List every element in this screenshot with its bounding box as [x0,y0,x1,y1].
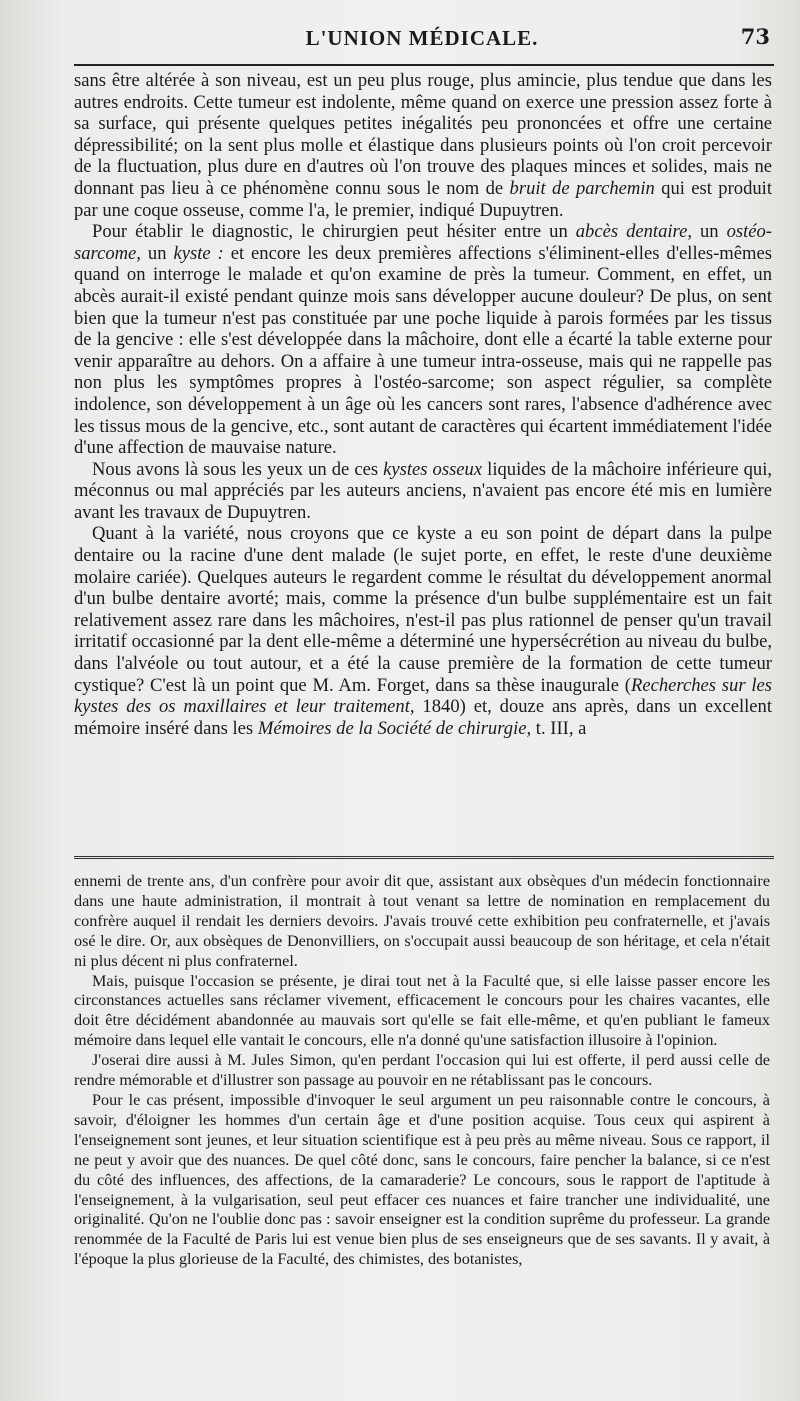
text-span: t. III, a [531,717,587,739]
italic-span: kystes osseux [383,458,483,480]
text-span: Nous avons là sous les yeux un de ces [92,458,384,480]
text-span: Quant à la variété, nous croyons que ce kyste a eu son point de départ dans la pulpe dentaire ou la racine d'une dent malade (le sujet porte, en effet, le reste d'une deuxième molaire cariée). Quelques auteurs le regardent comme le résultat du développement anormal d'un bulbe dentaire avorté; mais, comme la présence d'un bulbe supplémentaire est un fait relativement assez rare dans les mâchoires, n'est-il pas plus rationnel de penser qu'un travail irritatif occasionné par la dent elle-même a déterminé une hypersécrétion au niveau du bulbe, dans l'alvéole ou tout autour, et a été la cause première de la formation de cette tumeur cystique? C'est là un point que M. Am. Forget, dans sa thèse inaugurale ( [74,523,772,696]
header-rule [74,64,774,66]
italic-span: bruit de parchemin [509,177,655,199]
text-span: qui est produit par une coque osseuse, comme l'a, le premier, indiqué Dupuytren. [74,177,773,221]
note-paragraph-1: ennemi de trente ans, d'un confrère pour avoir dit que, assistant aux obsèques d'un médecin fonctionnaire dans une haute administration, il montrait à tout venant sa lettre de nomination en remplacement du confrère auquel il rendait les derniers devoirs. J'avais trouvé cette exhibition peu confraternelle, et j'avais osé le dire. Or, aux obsèques de Denonvilliers, on s'occupait aussi beaucoup de son héritage, et cela n'était ni plus décent ni plus confraternel. [74,872,770,970]
text-span: sans être altérée à son niveau, est un peu plus rouge, plus amincie, plus tendue que dans les autres endroits. Cette tumeur est indolente, même quand on exerce une pression assez forte à sa surface, qui présente quelques petites inégalités peu prononcées et offre une certaine dépressibilité; on la sent plus molle et élastique dans plusieurs points où l'on croit percevoir de la fluctuation, plus dure en d'autres où l'on trouve des plaques minces et solides, mais ne donnant pas lieu à ce phénomène connu sous le nom de [74,70,772,199]
paragraph-4 [74,523,772,739]
note-paragraph-4: Pour le cas présent, impossible d'invoquer le seul argument un peu raisonnable contre le concours, à savoir, d'éloigner les hommes d'un certain âge et d'une position acquise. Tous ceux qui aspirent à l'enseignement sont jeunes, et leur situation scientifique est à peu près au même niveau. Sous ce rapport, il ne peut y avoir que des nuances. De quel côté donc, sans le concours, faire pencher la balance, si ce n'est du côté des influences, des affections, de la camaraderie? Le concours, sous le rapport de l'aptitude à l'enseignement, à la vulgarisation, seul peut effacer ces nuances et faire trancher une individualité, une originalité. Qu'on ne l'oublie donc pas : savoir enseigner est la condition suprême du professeur. La grande renommée de la Faculté de Paris lui est venue bien plus de ses enseigneurs que de ses savants. Il y avait, à l'époque la plus glorieuse de la Faculté, des chimistes, des botanistes, [74,1090,770,1269]
footnote-text [74,872,770,1270]
text-span: un [692,221,727,243]
text-span: et encore les deux premières affections s'éliminent-elles d'elles-mêmes quand on interroge le malade et qu'on examine de près la tumeur. Comment, en effet, un abcès aurait-il existé pendant quinze mois sans développer aucune douleur? De plus, on sent bien que la tumeur n'est pas constituée par une poche liquide à parois formées par les tissus de la gencive : elle s'est développée dans la mâchoire, dont elle a écarté la table externe pour venir apparaître au dehors. On a affaire à une tumeur intra-osseuse, mais qui ne rappelle pas non plus les symptômes propres à l'ostéo-sarcome; son aspect régulier, sa complète indolence, son développement à un âge où les cancers sont rares, l'absence d'adhérence avec les tissus mous de la gencive, etc., sont autant de caractères qui écartent immédiatement l'idée d'une affection de mauvaise nature. [74,242,772,459]
text-span: Pour établir le diagnostic, le chirurgien peut hésiter entre un [92,221,576,243]
text-span: 1840) et, douze ans après, dans un excellent mémoire inséré dans les [74,696,772,739]
main-text [74,70,772,739]
italic-span: kyste : [173,242,224,264]
text-span: liquides de la mâchoire inférieure qui, méconnus ou mal appréciés par les auteurs anciens, n'avaient pas encore été mis en lumière avant les travaux de Dupuytren. [74,458,773,523]
italic-span: Recherches sur les kystes des os maxillaires et leur traitement, [74,674,773,718]
paragraph-3 [74,459,772,524]
note-paragraph-2: Mais, puisque l'occasion se présente, je dirai tout net à la Faculté que, si elle laisse passer encore les circonstances actuelles sans réclamer vivement, efficacement le concours pour les chaires vacantes, elle doit être décidément abandonnée au mauvais sort qu'elle se fait elle-même, et qu'en publiant le fameux mémoire dans lequel elle vantait le concours, elle n'a donné qu'une satisfaction illusoire à l'opinion. [74,971,770,1050]
note-paragraph-3: J'oserai dire aussi à M. Jules Simon, qu'en perdant l'occasion qui lui est offerte, il perd aussi celle de rendre mémorable et d'illustrer son passage au pouvoir en ne rétablissant pas le concours. [74,1051,770,1090]
footnote-rule [74,856,774,859]
italic-span: ostéo-sarcome, [74,221,773,264]
italic-span: Mémoires de la Société de chirurgie, [257,717,532,739]
journal-title: L'UNION MÉDICALE. [305,26,539,50]
running-header [74,18,770,58]
paragraph-1 [74,70,772,221]
italic-span: abcès dentaire, [575,221,692,243]
text-span: un [140,242,174,264]
paragraph-2 [74,221,772,459]
page-number: 73 [740,24,770,49]
